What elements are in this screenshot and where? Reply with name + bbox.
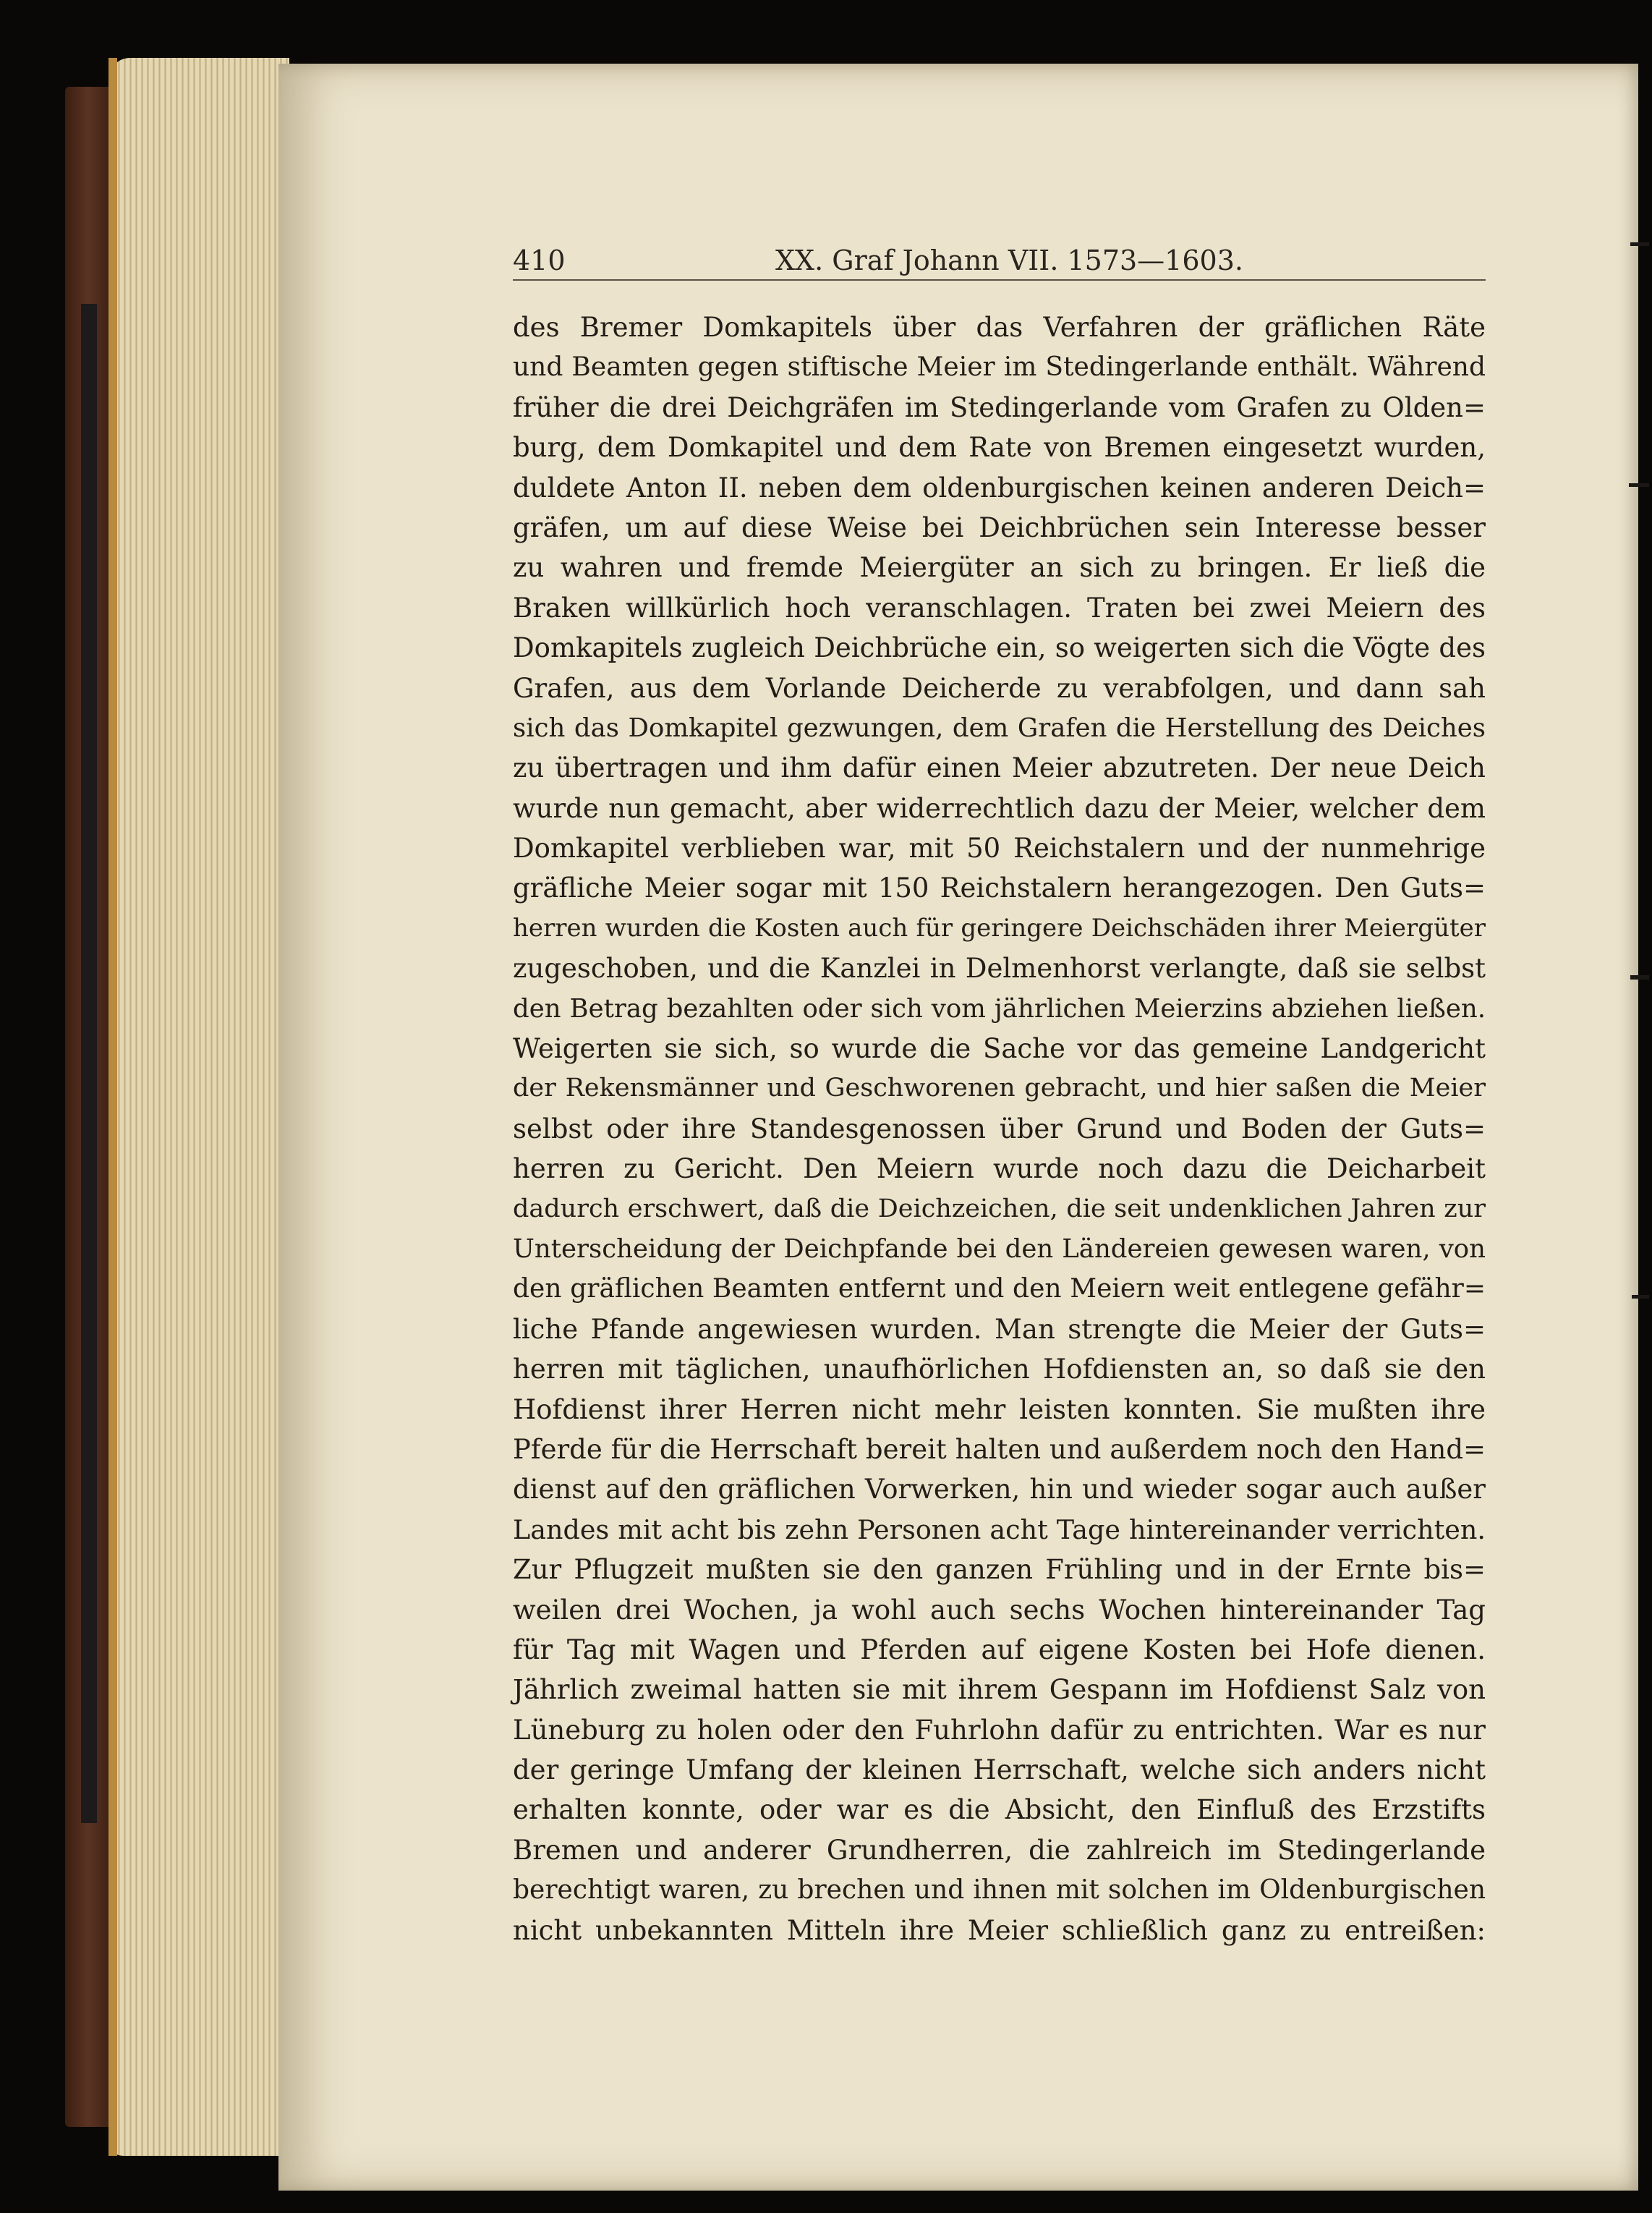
running-head bbox=[513, 239, 1486, 282]
text-line: zu übertragen und ihm dafür einen Meier abzutreten. Der neue Deich bbox=[513, 752, 1486, 784]
margin-mark bbox=[1629, 483, 1649, 487]
text-line: liche Pfande angewiesen wurden. Man strengte die Meier der Guts= bbox=[513, 1313, 1486, 1345]
text-line: herren mit täglichen, unaufhörlichen Hofdiensten an, so daß sie den bbox=[513, 1354, 1486, 1385]
text-line: nicht unbekannten Mitteln ihre Meier schließlich ganz zu entreißen: bbox=[513, 1914, 1486, 1946]
text-line: gräfliche Meier sogar mit 150 Reichstalern herangezogen. Den Guts= bbox=[513, 872, 1486, 904]
text-line: herren wurden die Kosten auch für geringere Deichschäden ihrer Meiergüter bbox=[513, 913, 1486, 943]
text-line: zugeschoben, und die Kanzlei in Delmenhorst verlangte, daß sie selbst bbox=[513, 953, 1486, 985]
page-edges bbox=[108, 58, 289, 2156]
text-line: früher die drei Deichgräfen im Stedingerlande vom Grafen zu Olden= bbox=[513, 391, 1486, 423]
text-line: Grafen, aus dem Vorlande Deicherde zu verabfolgen, und dann sah bbox=[513, 672, 1486, 704]
text-line: erhalten konnte, oder war es die Absicht, den Einfluß des Erzstifts bbox=[513, 1794, 1486, 1826]
text-line: berechtigt waren, zu brechen und ihnen mit solchen im Oldenburgischen bbox=[513, 1875, 1486, 1906]
text-line: herren zu Gericht. Den Meiern wurde noch dazu die Deicharbeit bbox=[513, 1153, 1486, 1185]
text-line: wurde nun gemacht, aber widerrechtlich dazu der Meier, welcher dem bbox=[513, 792, 1486, 824]
text-line: selbst oder ihre Standesgenossen über Grund und Boden der Guts= bbox=[513, 1113, 1486, 1144]
text-line: den gräflichen Beamten entfernt und den Meiern weit entlegene gefähr= bbox=[513, 1274, 1486, 1304]
text-line: Domkapitel verblieben war, mit 50 Reichstalern und der nunmehrige bbox=[513, 833, 1486, 865]
text-line: des Bremer Domkapitels über das Verfahren der gräflichen Räte bbox=[513, 312, 1486, 343]
text-line: Lüneburg zu holen oder den Fuhrlohn dafür zu entrichten. War es nur bbox=[513, 1714, 1486, 1746]
body-text bbox=[513, 307, 1486, 1950]
text-line: Weigerten sie sich, so wurde die Sache vor das gemeine Landgericht bbox=[513, 1033, 1486, 1065]
text-line: Bremen und anderer Grundherren, die zahlreich im Stedingerlande bbox=[513, 1834, 1486, 1866]
margin-mark bbox=[1630, 975, 1649, 980]
text-line: Unterscheidung der Deichpfande bei den Ländereien gewesen waren, von bbox=[513, 1233, 1486, 1264]
text-line: der Rekensmänner und Geschworenen gebracht, und hier saßen die Meier bbox=[513, 1074, 1486, 1103]
text-line: der geringe Umfang der kleinen Herrschaft, welche sich anders nicht bbox=[513, 1754, 1486, 1786]
text-line: Pferde für die Herrschaft bereit halten und außerdem noch den Hand= bbox=[513, 1433, 1486, 1465]
gilt-edge bbox=[108, 58, 117, 2156]
text-line: den Betrag bezahlten oder sich vom jährlichen Meierzins abziehen ließen. bbox=[513, 993, 1486, 1024]
cover-spine-strip bbox=[81, 304, 97, 1823]
text-line: Domkapitels zugleich Deichbrüche ein, so weigerten sich die Vögte des bbox=[513, 632, 1486, 664]
text-line: zu wahren und fremde Meiergüter an sich zu bringen. Er ließ die bbox=[513, 552, 1486, 584]
text-line: und Beamten gegen stiftische Meier im Stedingerlande enthält. Während bbox=[513, 352, 1486, 383]
running-title: XX. Graf Johann VII. 1573—1603. bbox=[775, 245, 1243, 276]
text-line: weilen drei Wochen, ja wohl auch sechs Wochen hintereinander Tag bbox=[513, 1594, 1486, 1626]
text-line: Jährlich zweimal hatten sie mit ihrem Gespann im Hofdienst Salz von bbox=[513, 1674, 1486, 1706]
text-line: Braken willkürlich hoch veranschlagen. Traten bei zwei Meiern des bbox=[513, 592, 1486, 624]
margin-mark bbox=[1630, 242, 1649, 246]
text-line: gräfen, um auf diese Weise bei Deichbrüchen sein Interesse besser bbox=[513, 511, 1486, 543]
text-line: Landes mit acht bis zehn Personen acht Tage hintereinander verrichten. bbox=[513, 1513, 1486, 1545]
text-line: Zur Pflugzeit mußten sie den ganzen Frühling und in der Ernte bis= bbox=[513, 1554, 1486, 1586]
text-line: dienst auf den gräflichen Vorwerken, hin und wieder sogar auch außer bbox=[513, 1474, 1486, 1505]
text-line: dadurch erschwert, daß die Deichzeichen, die seit undenklichen Jahren zur bbox=[513, 1194, 1486, 1223]
text-line: burg, dem Domkapitel und dem Rate von Bremen eingesetzt wurden, bbox=[513, 432, 1486, 464]
text-line: Hofdienst ihrer Herren nicht mehr leisten konnten. Sie mußten ihre bbox=[513, 1393, 1486, 1425]
header-rule bbox=[513, 279, 1486, 281]
text-line: für Tag mit Wagen und Pferden auf eigene Kosten bei Hofe dienen. bbox=[513, 1634, 1486, 1665]
page-number: 410 bbox=[513, 245, 566, 276]
text-line: duldete Anton II. neben dem oldenburgischen keinen anderen Deich= bbox=[513, 472, 1486, 504]
text-line: sich das Domkapitel gezwungen, dem Grafen die Herstellung des Deiches bbox=[513, 713, 1486, 743]
margin-mark bbox=[1632, 1295, 1649, 1299]
